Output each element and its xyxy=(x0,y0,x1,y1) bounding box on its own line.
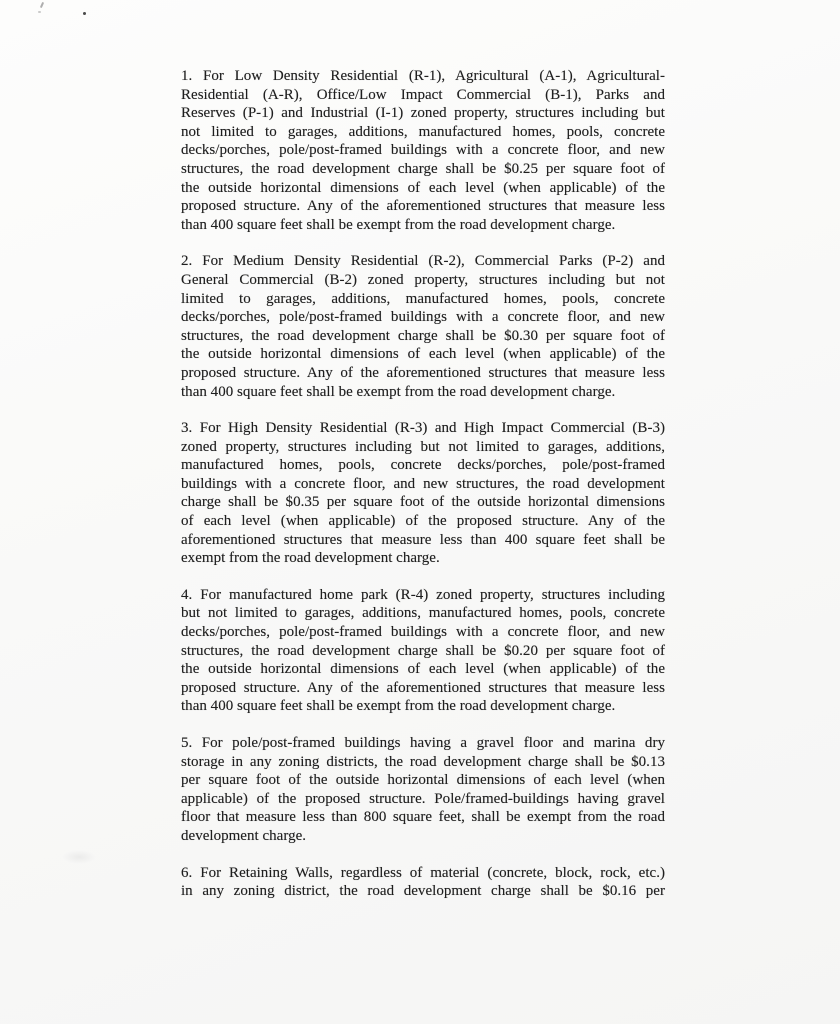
scan-speck-tick2-icon xyxy=(38,11,41,13)
text-line: the outside horizontal dimensions of each level (when applicable) of the xyxy=(181,179,665,196)
text-line: Reserves (P-1) and Industrial (I-1) zoned property, structures including but xyxy=(181,105,665,122)
text-line: decks/porches, pole/post-framed buildings with a concrete floor, and new xyxy=(181,624,665,641)
text-line: decks/porches, pole/post-framed buildings with a concrete floor, and new xyxy=(181,309,665,326)
text-line: but not limited to garages, additions, manufactured homes, pools, concrete xyxy=(181,605,665,622)
text-line: structures, the road development charge shall be $0.25 per square foot of xyxy=(181,160,665,177)
text-line: zoned property, structures including but not limited to garages, additions, xyxy=(181,438,665,455)
text-line: structures, the road development charge shall be $0.20 per square foot of xyxy=(181,642,665,659)
scan-speck-dot-icon xyxy=(83,12,86,15)
paragraph-2 xyxy=(181,252,665,401)
text-line: than 400 square feet shall be exempt from the road development charge. xyxy=(181,698,616,715)
paragraph-6 xyxy=(181,864,665,901)
text-line: limited to garages, additions, manufactured homes, pools, concrete xyxy=(181,290,665,307)
text-line: buildings with a concrete floor, and new structures, the road development xyxy=(181,475,665,492)
text-line: General Commercial (B-2) zoned property, structures including but not xyxy=(181,271,665,288)
text-line: than 400 square feet shall be exempt from the road development charge. xyxy=(181,383,616,400)
text-line: 3. For High Density Residential (R-3) and High Impact Commercial (B-3) xyxy=(181,420,665,437)
text-line: exempt from the road development charge. xyxy=(181,550,440,567)
text-line: in any zoning district, the road development charge shall be $0.16 per xyxy=(181,883,665,900)
text-line: 1. For Low Density Residential (R-1), Agricultural (A-1), Agricultural- xyxy=(181,68,665,84)
text-line: 6. For Retaining Walls, regardless of material (concrete, block, rock, etc.) xyxy=(181,864,665,881)
text-line: proposed structure. Any of the aforementioned structures that measure less xyxy=(181,679,665,696)
paragraph-4 xyxy=(181,586,665,716)
text-line: 5. For pole/post-framed buildings having a gravel floor and marina dry xyxy=(181,735,665,751)
text-line: structures, the road development charge shall be $0.30 per square foot of xyxy=(181,327,665,344)
text-line: than 400 square feet shall be exempt from the road development charge. xyxy=(181,216,616,233)
text-line: applicable) of the proposed structure. Pole/framed-buildings having gravel xyxy=(181,790,665,807)
text-line: proposed structure. Any of the aforementioned structures that measure less xyxy=(181,364,665,381)
text-line: manufactured homes, pools, concrete decks/porches, pole/post-framed xyxy=(181,457,665,474)
text-line: 4. For manufactured home park (R-4) zoned property, structures including xyxy=(181,586,665,603)
text-line: 2. For Medium Density Residential (R-2), Commercial Parks (P-2) and xyxy=(181,253,665,270)
text-line: the outside horizontal dimensions of each level (when applicable) of the xyxy=(181,346,665,363)
text-line: per square foot of the outside horizontal dimensions of each level (when xyxy=(181,772,665,789)
document-body xyxy=(181,67,665,919)
text-line: aforementioned structures that measure less than 400 square feet shall be xyxy=(181,531,665,548)
text-line: storage in any zoning districts, the road development charge shall be $0.13 xyxy=(181,753,665,770)
paragraph-3 xyxy=(181,419,665,568)
text-line: the outside horizontal dimensions of each level (when applicable) of the xyxy=(181,661,665,678)
text-line: charge shall be $0.35 per square foot of the outside horizontal dimensions xyxy=(181,494,665,511)
text-line: not limited to garages, additions, manufactured homes, pools, concrete xyxy=(181,123,665,140)
paragraph-5 xyxy=(181,734,665,846)
scan-smudge xyxy=(62,850,96,864)
paragraph-1 xyxy=(181,67,665,234)
text-line: of each level (when applicable) of the proposed structure. Any of the xyxy=(181,513,665,530)
text-line: floor that measure less than 800 square feet, shall be exempt from the road xyxy=(181,809,665,826)
text-line: proposed structure. Any of the aforementioned structures that measure less xyxy=(181,198,665,215)
scan-speck-tick-icon xyxy=(40,2,44,8)
text-line: Residential (A-R), Office/Low Impact Commercial (B-1), Parks and xyxy=(181,86,665,103)
text-line: decks/porches, pole/post-framed buildings with a concrete floor, and new xyxy=(181,142,665,159)
text-line: development charge. xyxy=(181,827,307,844)
